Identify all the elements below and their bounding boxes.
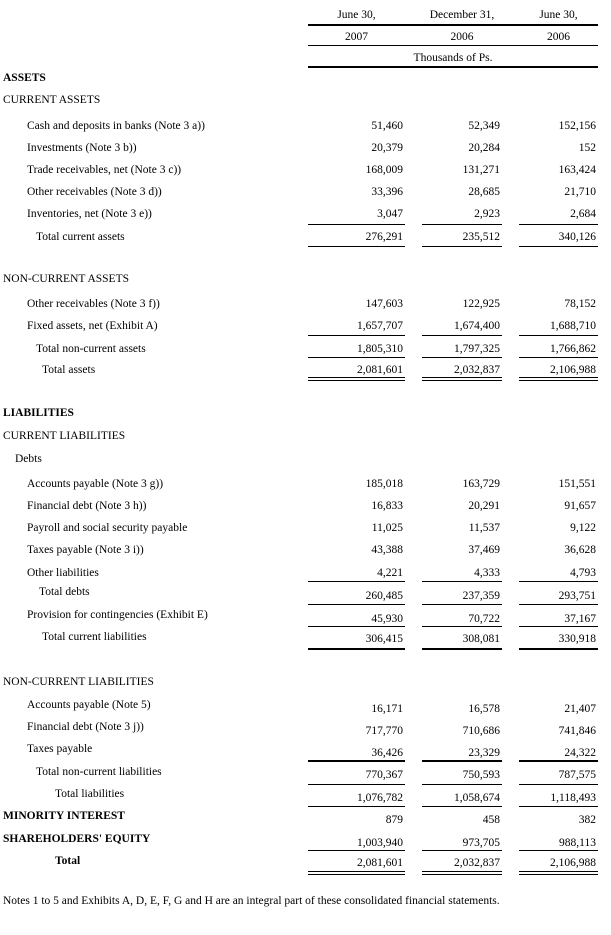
cell-dec-2006: 1,797,325 xyxy=(454,343,500,355)
subtotal-rule xyxy=(308,806,405,807)
cell-jun-2007: 3,047 xyxy=(377,208,403,220)
cell-jun-2006: 152,156 xyxy=(558,120,596,132)
subtotal-rule xyxy=(308,850,405,851)
col-1-header-year: 2007 xyxy=(345,31,368,43)
subtotal-rule xyxy=(422,850,502,851)
total-rule xyxy=(519,246,598,247)
noncurrent-liabilities-heading-row xyxy=(0,676,611,692)
subtotal-rule xyxy=(422,626,502,627)
cell-dec-2006: 11,537 xyxy=(468,522,500,534)
subtotal-rule xyxy=(308,357,405,358)
header-rule-mid xyxy=(308,45,598,46)
cell-jun-2006: 988,113 xyxy=(559,837,596,849)
subtotal-rule xyxy=(519,784,598,785)
table-row xyxy=(0,478,611,494)
row-label: Total assets xyxy=(42,364,96,376)
total-rule xyxy=(519,648,598,650)
cell-jun-2007: 185,018 xyxy=(365,478,403,490)
subtotal-rule xyxy=(519,357,598,358)
header-rule-top xyxy=(308,24,598,26)
double-rule xyxy=(308,377,405,381)
cell-dec-2006: 2,923 xyxy=(474,208,500,220)
double-rule xyxy=(422,871,502,875)
subtotal-rule xyxy=(519,626,598,627)
noncurrent-liabilities-heading: NON-CURRENT LIABILITIES xyxy=(3,676,154,688)
cell-jun-2006: 36,628 xyxy=(564,544,596,556)
cell-jun-2007: 879 xyxy=(385,814,403,826)
row-label: Inventories, net (Note 3 e)) xyxy=(27,208,152,220)
grand-total-row xyxy=(0,855,611,871)
total-rule xyxy=(308,648,405,650)
cell-jun-2006: 24,322 xyxy=(564,747,596,759)
cell-jun-2007: 43,388 xyxy=(371,544,403,556)
subtotal-rule xyxy=(422,604,502,605)
cell-jun-2006: 1,766,862 xyxy=(550,343,596,355)
cell-jun-2007: 717,770 xyxy=(365,725,403,737)
cell-dec-2006: 20,291 xyxy=(468,500,500,512)
total-debts-row xyxy=(0,586,611,602)
table-row xyxy=(0,500,611,516)
row-label: Financial debt (Note 3 j)) xyxy=(27,721,144,733)
row-label: Cash and deposits in banks (Note 3 a)) xyxy=(27,120,205,132)
subtotal-rule xyxy=(422,224,502,225)
row-label: Other receivables (Note 3 d)) xyxy=(27,186,162,198)
cell-dec-2006: 973,705 xyxy=(462,837,500,849)
cell-jun-2007: 2,081,601 xyxy=(357,364,403,376)
table-row xyxy=(0,743,611,759)
subtotal-rule xyxy=(308,581,405,582)
cell-dec-2006: 237,359 xyxy=(462,590,500,602)
row-label: Total current liabilities xyxy=(42,631,147,643)
cell-jun-2007: 260,485 xyxy=(365,590,403,602)
cell-dec-2006: 235,512 xyxy=(462,231,500,243)
cell-jun-2007: 1,805,310 xyxy=(357,343,403,355)
subtotal-rule xyxy=(308,604,405,605)
cell-jun-2006: 151,551 xyxy=(558,478,596,490)
row-label: Taxes payable (Note 3 i)) xyxy=(27,544,144,556)
col-3-header-date: June 30, xyxy=(539,9,578,21)
row-label: Total current assets xyxy=(36,231,125,243)
subtotal-rule xyxy=(519,224,598,225)
subtotal-rule xyxy=(308,335,405,336)
subtotal-rule xyxy=(308,626,405,627)
subtotal-rule xyxy=(519,806,598,807)
cell-jun-2007: 276,291 xyxy=(365,231,403,243)
minority-interest-row xyxy=(0,810,611,826)
subtotal-rule xyxy=(519,760,598,762)
row-label: SHAREHOLDERS' EQUITY xyxy=(3,833,151,845)
double-rule xyxy=(308,871,405,875)
header-rule-bottom xyxy=(308,66,598,68)
units-label: Thousands of Ps. xyxy=(413,52,493,64)
cell-jun-2007: 51,460 xyxy=(371,120,403,132)
cell-jun-2007: 45,930 xyxy=(371,613,403,625)
table-row xyxy=(0,120,611,136)
col-1-header-date: June 30, xyxy=(337,9,376,21)
subtotal-rule xyxy=(422,581,502,582)
current-assets-heading: CURRENT ASSETS xyxy=(3,94,101,106)
cell-dec-2006: 37,469 xyxy=(468,544,500,556)
col-2-header-year: 2006 xyxy=(450,31,474,43)
row-label: Accounts payable (Note 5) xyxy=(27,699,151,711)
table-row xyxy=(0,164,611,180)
cell-jun-2007: 1,003,940 xyxy=(357,837,403,849)
cell-jun-2006: 787,575 xyxy=(558,769,596,781)
cell-jun-2006: 2,106,988 xyxy=(550,857,596,869)
current-liabilities-heading-row xyxy=(0,430,611,446)
total-liabilities-row xyxy=(0,788,611,804)
cell-dec-2006: 710,686 xyxy=(462,725,500,737)
subtotal-rule xyxy=(519,335,598,336)
cell-dec-2006: 52,349 xyxy=(468,120,500,132)
cell-jun-2007: 1,657,707 xyxy=(357,320,403,332)
cell-jun-2006: 382 xyxy=(578,814,596,826)
subtotal-rule xyxy=(308,760,405,762)
cell-dec-2006: 308,081 xyxy=(462,633,500,645)
noncurrent-assets-heading-row xyxy=(0,273,611,289)
subtotal-rule xyxy=(308,784,405,785)
col-2-header-date: December 31, xyxy=(429,9,495,21)
col-3-header-year: 2006 xyxy=(547,31,570,43)
cell-jun-2007: 20,379 xyxy=(371,142,403,154)
table-row xyxy=(0,721,611,737)
current-liabilities-heading: CURRENT LIABILITIES xyxy=(3,430,126,442)
cell-jun-2006: 330,918 xyxy=(558,633,596,645)
cell-dec-2006: 70,722 xyxy=(468,613,500,625)
subtotal-rule xyxy=(519,604,598,605)
total-current-liabilities-row xyxy=(0,631,611,647)
provision-row xyxy=(0,609,611,625)
cell-jun-2006: 340,126 xyxy=(558,231,596,243)
cell-jun-2006: 2,106,988 xyxy=(550,364,596,376)
table-row xyxy=(0,522,611,538)
debts-heading-row xyxy=(0,453,611,469)
cell-jun-2006: 37,167 xyxy=(564,613,596,625)
cell-jun-2007: 36,426 xyxy=(371,747,403,759)
double-rule xyxy=(519,377,598,381)
cell-dec-2006: 131,271 xyxy=(462,164,500,176)
cell-jun-2006: 4,793 xyxy=(570,567,596,579)
cell-jun-2007: 168,009 xyxy=(365,164,403,176)
cell-jun-2007: 1,076,782 xyxy=(357,792,403,804)
cell-jun-2007: 16,833 xyxy=(371,500,403,512)
subtotal-rule xyxy=(519,850,598,851)
row-label: Total liabilities xyxy=(55,788,125,800)
total-current-assets-row xyxy=(0,231,611,247)
cell-jun-2006: 163,424 xyxy=(558,164,596,176)
row-label: Other receivables (Note 3 f)) xyxy=(27,298,160,310)
cell-jun-2007: 16,171 xyxy=(371,703,403,715)
noncurrent-assets-heading: NON-CURRENT ASSETS xyxy=(3,273,129,285)
cell-jun-2007: 2,081,601 xyxy=(357,857,403,869)
cell-dec-2006: 122,925 xyxy=(462,298,500,310)
table-row xyxy=(0,208,611,224)
subtotal-rule xyxy=(519,581,598,582)
debts-heading: Debts xyxy=(15,453,42,465)
row-label: Investments (Note 3 b)) xyxy=(27,142,137,154)
liabilities-heading: LIABILITIES xyxy=(3,407,74,419)
cell-jun-2007: 4,221 xyxy=(377,567,403,579)
cell-jun-2006: 2,684 xyxy=(570,208,596,220)
double-rule xyxy=(519,871,598,875)
table-row xyxy=(0,699,611,715)
double-rule xyxy=(422,377,502,381)
row-label: Other liabilities xyxy=(27,567,99,579)
cell-jun-2007: 33,396 xyxy=(371,186,403,198)
cell-jun-2006: 741,846 xyxy=(558,725,596,737)
row-label: Provision for contingencies (Exhibit E) xyxy=(27,609,208,621)
cell-jun-2006: 1,118,493 xyxy=(550,792,596,804)
cell-dec-2006: 28,685 xyxy=(468,186,500,198)
cell-dec-2006: 23,329 xyxy=(468,747,500,759)
cell-dec-2006: 1,058,674 xyxy=(454,792,500,804)
total-rule xyxy=(422,648,502,650)
row-label: Fixed assets, net (Exhibit A) xyxy=(27,320,158,332)
subtotal-rule xyxy=(422,357,502,358)
cell-jun-2006: 293,751 xyxy=(558,590,596,602)
cell-dec-2006: 20,284 xyxy=(468,142,500,154)
footnote: Notes 1 to 5 and Exhibits A, D, E, F, G and H are an integral part of these consolidated financial statements. xyxy=(3,895,500,907)
cell-jun-2007: 147,603 xyxy=(365,298,403,310)
cell-jun-2007: 11,025 xyxy=(371,522,403,534)
cell-jun-2007: 306,415 xyxy=(365,633,403,645)
cell-dec-2006: 750,593 xyxy=(462,769,500,781)
total-noncurrent-liabilities-row xyxy=(0,766,611,782)
assets-heading: ASSETS xyxy=(3,72,46,84)
shareholders-equity-row xyxy=(0,833,611,849)
table-row xyxy=(0,544,611,560)
cell-dec-2006: 163,729 xyxy=(462,478,500,490)
row-label: Payroll and social security payable xyxy=(27,522,188,534)
row-label: Total xyxy=(55,855,81,867)
table-row xyxy=(0,298,611,314)
subtotal-rule xyxy=(422,335,502,336)
subtotal-rule xyxy=(422,806,502,807)
cell-jun-2006: 1,688,710 xyxy=(550,320,596,332)
row-label: Total non-current liabilities xyxy=(36,766,162,778)
row-label: Total non-current assets xyxy=(36,343,146,355)
cell-jun-2006: 9,122 xyxy=(570,522,596,534)
table-row xyxy=(0,142,611,158)
subtotal-rule xyxy=(308,224,405,225)
subtotal-rule xyxy=(422,784,502,785)
cell-dec-2006: 458 xyxy=(482,814,500,826)
cell-dec-2006: 2,032,837 xyxy=(454,364,500,376)
total-rule xyxy=(308,246,405,247)
cell-jun-2006: 152 xyxy=(578,142,596,154)
row-label: Total debts xyxy=(39,586,90,598)
cell-jun-2006: 91,657 xyxy=(564,500,596,512)
cell-jun-2007: 770,367 xyxy=(365,769,403,781)
total-rule xyxy=(422,246,502,247)
row-label: Taxes payable xyxy=(27,743,93,755)
row-label: Financial debt (Note 3 h)) xyxy=(27,500,147,512)
cell-jun-2006: 21,407 xyxy=(564,703,596,715)
cell-jun-2006: 78,152 xyxy=(564,298,596,310)
liabilities-heading-row xyxy=(0,407,611,423)
table-row xyxy=(0,186,611,202)
row-label: MINORITY INTEREST xyxy=(3,810,125,822)
table-row xyxy=(0,320,611,336)
current-assets-heading-row xyxy=(0,94,611,110)
cell-dec-2006: 4,333 xyxy=(474,567,500,579)
assets-heading-row xyxy=(0,72,611,88)
row-label: Accounts payable (Note 3 g)) xyxy=(27,478,164,490)
cell-dec-2006: 1,674,400 xyxy=(454,320,500,332)
row-label: Trade receivables, net (Note 3 c)) xyxy=(27,164,182,176)
cell-dec-2006: 16,578 xyxy=(468,703,500,715)
cell-jun-2006: 21,710 xyxy=(564,186,596,198)
cell-dec-2006: 2,032,837 xyxy=(454,857,500,869)
subtotal-rule xyxy=(422,760,502,762)
